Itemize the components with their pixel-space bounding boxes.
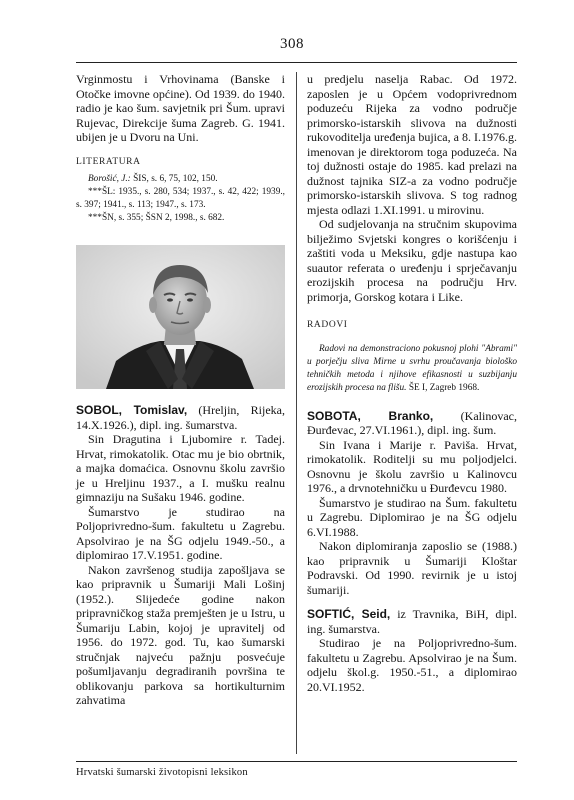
entry-paragraph: Sin Ivana i Marije r. Paviša. Hrvat, rimokatolik. Roditelji su mu poljodjelci. Osnovnu je školu završio u Kalinovcu 1976., a drvnotehničku u Đurđevcu 1980. (307, 437, 517, 495)
footer-rule (76, 761, 517, 762)
entry-name: SOBOL, Tomislav, (76, 403, 188, 417)
intro-paragraph: Vrginmostu i Vrhovinama (Banske i Otočke imovne općine). Od 1939. do 1940. radio je kao šum. savjetnik pri Šum. upravi Rujevac, Direkcije šuma Zagreb. G. 1941. ubijen je u Dvoru na Uni. (76, 72, 285, 144)
entry-paragraph: Nakon završenog studija zapošljava se kao pripravnik u Šumariji Mali Lošinj (1952.). Slijedeće godine nakon pripravničkog staža premješten je u Istru, u Šumariju Labin, kojoj je upravitelj od 1956. do 1972. god. Tu, kao šumarski stručnjak najveću pažnju posvećuje pošumljavanju degradiranih površina te oblikovanju parkova sa hortikulturnim zahvatima (76, 562, 285, 707)
portrait-image (76, 245, 285, 389)
literatura-item: ***ŠN, s. 355; ŠSN 2, 1998., s. 682. (88, 213, 225, 223)
footer-title: Hrvatski šumarski životopisni leksikon (76, 767, 248, 778)
entry-header-sobota: SOBOTA, Branko, (Kalinovac, Đurđevac, 27.VI.1961.), dipl. ing. šum. (307, 408, 517, 437)
page-number: 308 (280, 36, 304, 52)
entry-paragraph: Studirao je na Poljoprivredno-šum. fakultetu u Zagrebu. Apsolvirao je na Šum. odjelu škol.g. 1950.-51., a diplomirao 20.VI.1952. (307, 636, 517, 694)
entry-name: SOBOTA, Branko, (307, 408, 434, 423)
portrait-photo (76, 245, 285, 389)
entry-header-softic: SOFTIĆ, Seid, iz Travnika, BiH, dipl. ing. šumarstva. (307, 607, 517, 636)
literatura-heading: LITERATURA (76, 156, 141, 167)
right-column (307, 72, 517, 694)
column-divider (296, 72, 297, 754)
radovi-item: Radovi na demonstraciono pokusnoj plohi "Abrami" u porječju sliva Mirne u svrhu proučavanja biološko tehničkih metoda i njihove efikasnosti u suzbijanju erozijskih procesa na flišu. ŠE I, Zagreb 1968. (307, 343, 517, 393)
radovi-heading: RADOVI (307, 320, 348, 330)
literatura-author: Borošić, J.: (88, 174, 131, 184)
entry-paragraph: u predjelu naselja Rabac. Od 1972. zaposlen je u Općem vodoprivrednom poduzeću Rijeka za vodno područje primorsko-istarskih slivova na dužnosti rukovoditelja uređenja bujica, a 8. I.1976.g. imenovan je direktorom toga poduzeća. Na toj dužnosti ostaje do 1985. kad prelazi na dužnost tajnika SIZ-a za vodno područje primorsko-istarskih slivova. S tog radnog mjesta odlazi 1.XI.1991. u mirovinu. (307, 72, 517, 217)
entry-paragraph: Sin Dragutina i Ljubomire r. Tadej. Hrvat, rimokatolik. Otac mu je bio obrtnik, a majka domaćica. Osnovnu školu završio je u Hreljinu 1937., a I. mušku realnu gimnaziju na Sušaku 1946. godine. (76, 432, 285, 504)
entry-paragraph: Nakon diplomiranja zaposlio se (1988.) kao pripravnik u Šumariji Kloštar Podravski. Od 1990. revirnik je u istoj šumariji. (307, 539, 517, 597)
header-rule (76, 62, 517, 63)
entry-paragraph: Od sudjelovanja na stručnim skupovima bilježimo Svjetski kongres o korišćenju i zaštiti voda u Meksiku, gdje nastupa kao suautor referata o uređenju i sprječavanju erozijskih procesa na području Hrv. primorja, Gorskog kotara i Like. (307, 217, 517, 304)
literatura-item: Borošić, J.: ŠIS, s. 6, 75, 102, 150. (88, 174, 218, 184)
entry-name: SOFTIĆ, Seid, (307, 607, 391, 621)
entry-header-sobol: SOBOL, Tomislav, (Hreljin, Rijeka, 14.X.1926.), dipl. ing. šumarstva. (76, 403, 285, 432)
entry-paragraph: Šumarstvo je studirao na Šum. fakultetu u Zagrebu. Diplomirao je na ŠG odjelu 6.VI.1988. (307, 495, 517, 539)
entry-paragraph: Šumarstvo je studirao na Poljoprivredno-šum. fakultetu u Zagrebu. Apsolvirao je na ŠG odjelu 1949.-50., a diplomirao 17.V.1951. godine. (76, 504, 285, 562)
left-column (76, 72, 285, 708)
literatura-item: ***ŠL: 1935., s. 280, 534; 1937., s. 42, 422; 1939., s. 397; 1941., s. 113; 1947., s. 173. (76, 187, 285, 210)
